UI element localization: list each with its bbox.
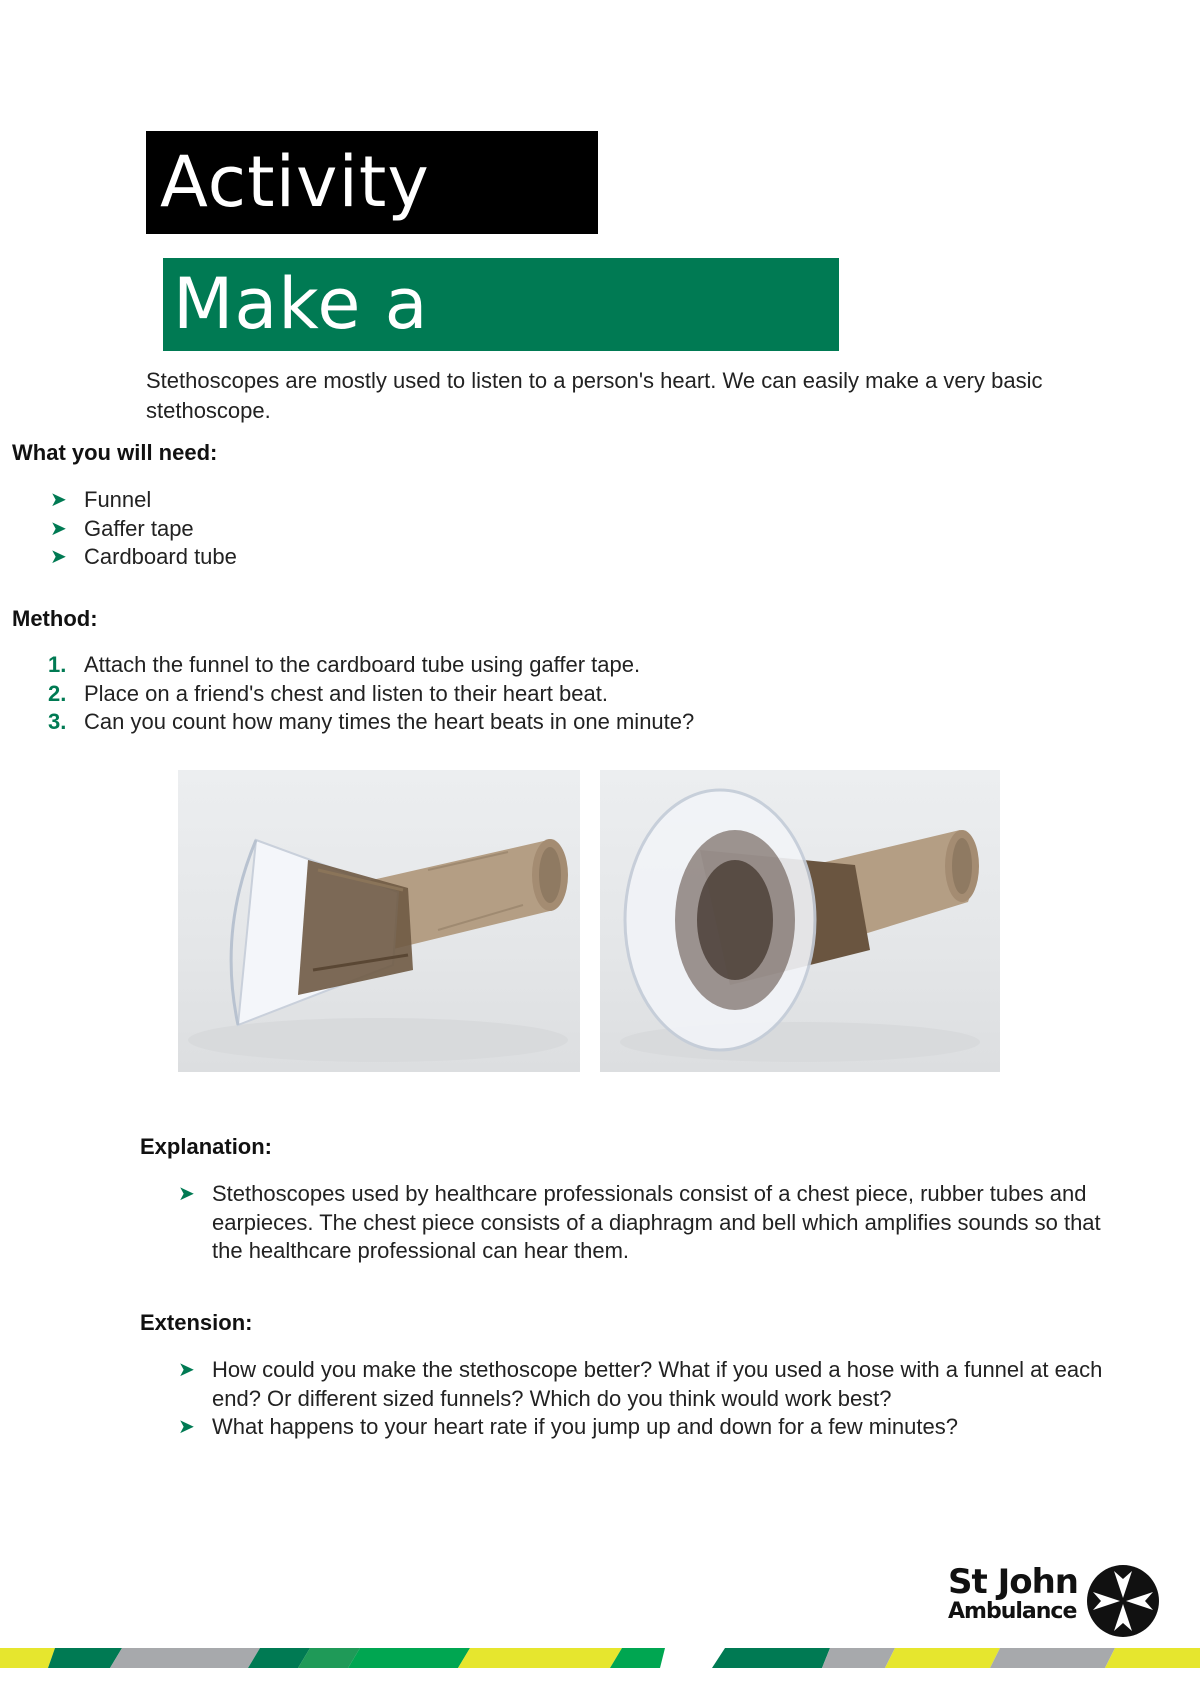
stethoscope-photo-front [600, 770, 1000, 1072]
stethoscope-photo-side [178, 770, 580, 1072]
explanation-heading: Explanation: [140, 1134, 273, 1159]
arrow-bullet-icon: ➤ [50, 489, 67, 511]
list-item: ➤ Gaffer tape [12, 515, 612, 544]
method-list [12, 651, 912, 737]
list-item: ➤ Funnel [12, 486, 612, 515]
list-item: ➤ Stethoscopes used by healthcare professionals consist of a chest piece, rubber tubes and earpieces. The chest piece consists of a diaphragm and bell which amplifies sounds so that the healthcare professional can hear them. [178, 1181, 1101, 1263]
arrow-bullet-icon: ➤ [178, 1359, 195, 1381]
logo-line1: St John [948, 1562, 1078, 1602]
arrow-bullet-icon: ➤ [50, 517, 67, 540]
explanation-list [140, 1180, 1120, 1266]
activity-banner: Activity [146, 131, 598, 234]
logo-line2: Ambulance [948, 1599, 1077, 1624]
arrow-bullet-icon: ➤ [50, 546, 67, 568]
needs-heading: What you will need: [12, 440, 218, 465]
method-heading: Method: [12, 606, 98, 631]
extension-list [140, 1356, 1120, 1442]
needs-list [12, 486, 612, 572]
list-item: 2. Place on a friend's chest and listen to their heart beat. [48, 680, 608, 706]
st-john-logo [948, 1564, 1163, 1638]
list-item: ➤ Cardboard tube [12, 543, 612, 572]
list-item: 1. Attach the funnel to the cardboard tube using gaffer tape. [48, 652, 641, 677]
footer-stripe [0, 1648, 1200, 1668]
intro-paragraph: Stethoscopes are mostly used to listen to a person's heart. We can easily make a very basic stethoscope. [146, 368, 1043, 423]
subtitle-banner: Make a [163, 258, 839, 351]
list-item: 3. Can you count how many times the heart beats in one minute? [48, 709, 695, 734]
arrow-bullet-icon: ➤ [178, 1183, 195, 1205]
arrow-bullet-icon: ➤ [178, 1416, 195, 1438]
list-item: ➤ How could you make the stethoscope better? What if you used a hose with a funnel at each end? Or different sized funnels? Which do you think would work best? [178, 1357, 1103, 1411]
extension-heading: Extension: [140, 1310, 253, 1335]
list-item: ➤ What happens to your heart rate if you jump up and down for a few minutes? [140, 1413, 1120, 1442]
maltese-cross-icon [1086, 1564, 1160, 1638]
